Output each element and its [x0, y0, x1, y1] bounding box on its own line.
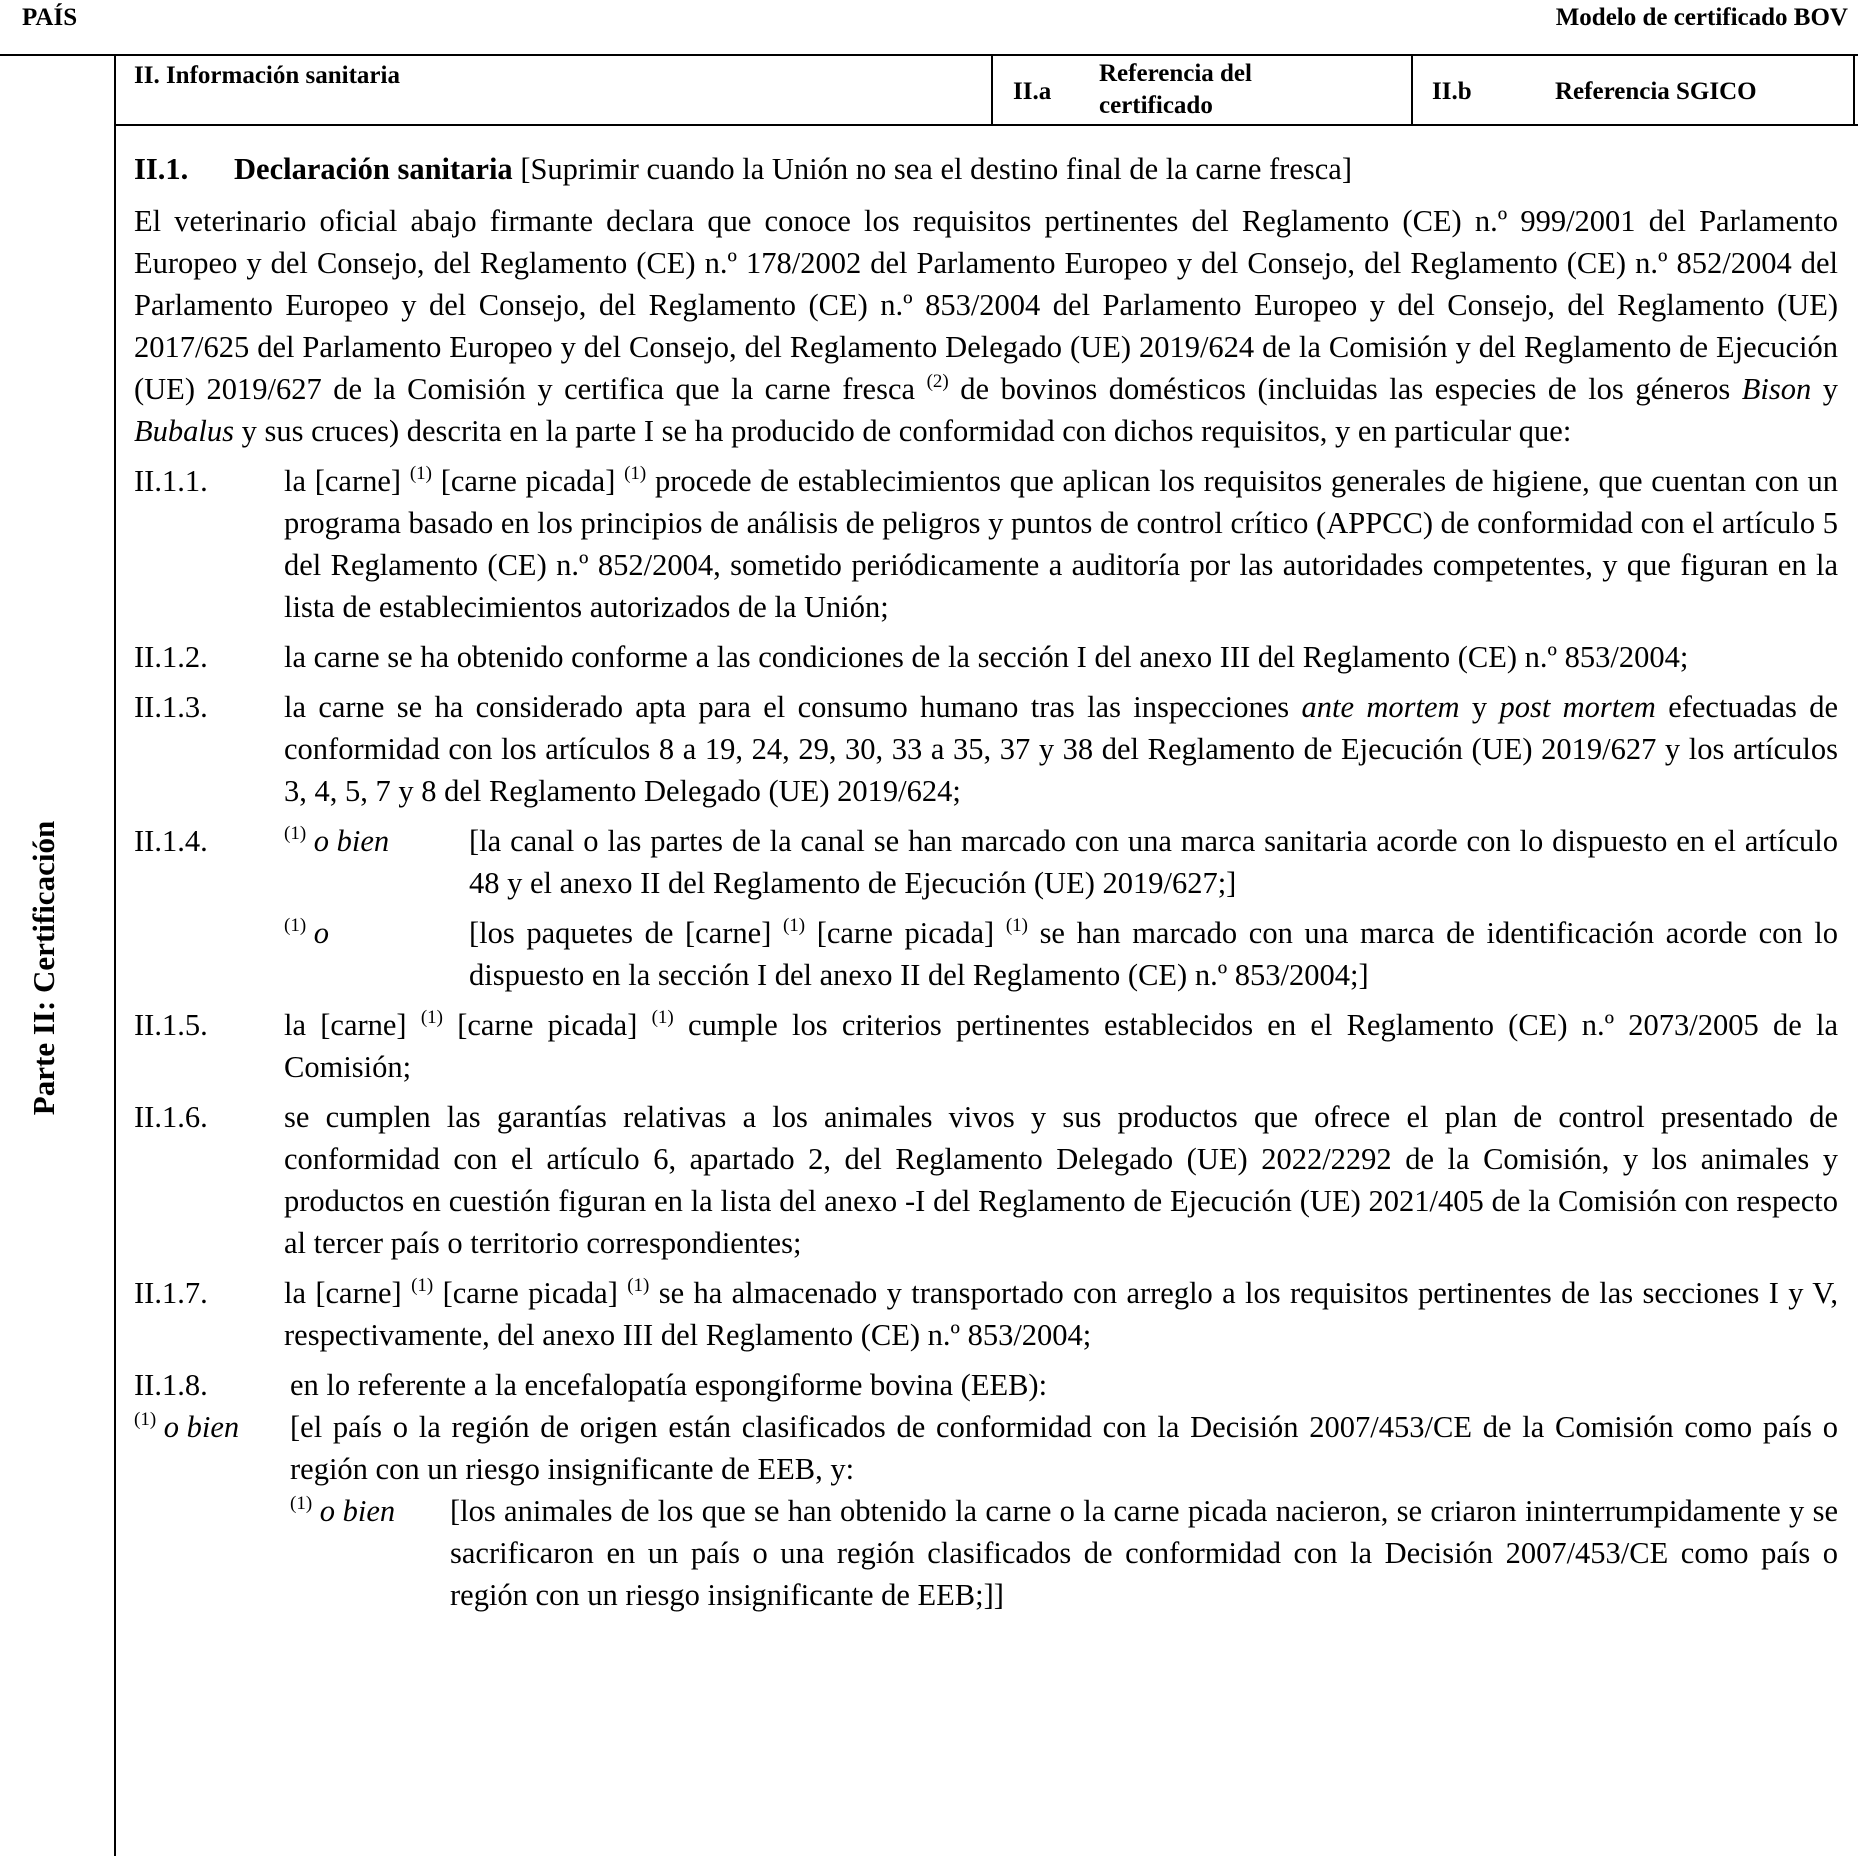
intro-bubalus: Bubalus [134, 414, 234, 448]
clause-text: en lo referente a la encefalopatía espongiforme bovina (EEB): [290, 1368, 1048, 1402]
clause-text [284, 1004, 1838, 1088]
clause-ii-1-6 [134, 1096, 1838, 1264]
intro-text-d: y sus cruces) descrita en la parte I se ha producido de conformidad con dichos requisitos, y en particular que: [241, 414, 1572, 448]
option-or [284, 912, 1838, 996]
option-label: o bien [313, 824, 390, 858]
clause-number: II.1.3. [134, 690, 208, 724]
sidebar-divider [114, 54, 116, 1856]
option-text: [el país o la región de origen están clasificados de conformidad con la Decisión 2007/453/CE de la Comisión como país o región con un riesgo insignificante de EEB, y: [290, 1410, 1838, 1486]
clause-text-b: [carne picada] [440, 464, 616, 498]
footnote-ref: (1) [627, 1275, 650, 1296]
footnote-ref: (1) [284, 915, 307, 936]
footnote-ref: (1) [411, 1275, 434, 1296]
intro-text-a: El veterinario oficial abajo firmante declara que conoce los requisitos pertinentes del Reglamento (CE) n.º 999/2001 del Parlamento Europeo y del Consejo, del Reglamento (CE) n.º 178/2002 del Parlamento Europeo y del Consejo, del Reglamento (CE) n.º 852/2004 del Parlamento Europeo y del Consejo, del Reglamento (CE) n.º 853/2004 del Parlamento Europeo y del Consejo, del Reglamento (UE) 2017/625 del Parlamento Europeo y del Consejo, del Reglamento Delegado (UE) 2019/624 de la Comisión y del Reglamento de Ejecución (UE) 2019/627 de la Comisión y certifica que la carne fresca [134, 204, 1838, 406]
clause-text [284, 1272, 1838, 1356]
clause-text-c: cumple los criterios pertinentes establecidos en el Reglamento (CE) n.º 2073/2005 de la Comisión; [284, 1008, 1839, 1084]
clause-text [284, 460, 1838, 628]
certificate-body [134, 148, 1838, 1616]
clause-text-b: [carne picada] [457, 1008, 638, 1042]
ante-mortem: ante mortem [1301, 690, 1460, 724]
footnote-ref: (1) [409, 463, 432, 484]
option-text-b: [carne picada] [816, 916, 995, 950]
clause-text: la carne se ha obtenido conforme a las condiciones de la sección I del anexo III del Reglamento (CE) n.º 853/2004; [284, 640, 1689, 674]
clause-number: II.1.1. [134, 464, 208, 498]
option-prefix [134, 1406, 239, 1448]
section-heading: Declaración sanitaria [234, 152, 513, 186]
option-text: [la canal o las partes de la canal se han marcado con una marca sanitaria acorde con lo dispuesto en el artículo 48 y el anexo II del Reglamento de Ejecución (UE) 2019/627;] [469, 824, 1838, 900]
clause-text-b: efectuadas de conformidad con los artículos 8 a 19, 24, 29, 30, 33 a 35, 37 y 38 del Reglamento de Ejecución (UE) 2019/627 y los artículos 3, 4, 5, 7 y 8 del Reglamento Delegado (UE) 2019/624; [284, 690, 1839, 808]
option-either [284, 820, 1838, 904]
clause-conjunction: y [1471, 690, 1488, 724]
footnote-ref: (1) [134, 1409, 157, 1430]
header-bottom-rule [114, 124, 1858, 126]
clause-text-c: se ha almacenado y transportado con arreglo a los requisitos pertinentes de las secciones I y V, respectivamente, del anexo III del Reglamento (CE) n.º 853/2004; [284, 1276, 1839, 1352]
footnote-ref: (1) [284, 823, 307, 844]
sgico-reference-label: Referencia SGICO [1555, 78, 1757, 105]
clause-ii-1-2 [134, 636, 1838, 678]
option-prefix [284, 820, 389, 862]
option-label: o [313, 916, 330, 950]
clause-ii-1-8-suboption [290, 1490, 1838, 1616]
part-ii-certification-label: Parte II: Certificación [26, 820, 61, 1116]
iib-code: II.b [1432, 78, 1472, 105]
footnote-ref: (1) [651, 1007, 674, 1028]
header-top-rule [0, 54, 1858, 56]
clause-text-a: la carne se ha considerado apta para el consumo humano tras las inspecciones [284, 690, 1290, 724]
footnote-ref: (1) [290, 1493, 313, 1514]
certificate-model-label: Modelo de certificado BOV [1555, 4, 1848, 31]
health-information-heading: II. Información sanitaria [134, 62, 400, 89]
footnote-ref: (2) [926, 371, 949, 392]
option-prefix [290, 1490, 395, 1532]
clause-ii-1-3 [134, 686, 1838, 812]
footnote-ref: (1) [420, 1007, 443, 1028]
clause-number: II.1.2. [134, 640, 208, 674]
certificate-reference-label: Referencia del certificado [1099, 60, 1252, 119]
header-right-border [1853, 54, 1855, 126]
intro-text-c: y [1822, 372, 1839, 406]
clause-ii-1-4 [134, 820, 1838, 996]
section-number: II.1. [134, 152, 189, 186]
clause-text-a: la [carne] [284, 1008, 407, 1042]
option-label: o bien [319, 1494, 396, 1528]
clause-ii-1-7 [134, 1272, 1838, 1356]
clause-ii-1-1 [134, 460, 1838, 628]
clause-text-a: la [carne] [284, 1276, 402, 1310]
option-text-a: [los paquetes de [carne] [469, 916, 772, 950]
footnote-ref: (1) [1005, 915, 1028, 936]
post-mortem: post mortem [1499, 690, 1656, 724]
clause-number: II.1.6. [134, 1100, 208, 1134]
clause-text-b: [carne picada] [442, 1276, 618, 1310]
option-text-c: se han marcado con una marca de identificación acorde con lo dispuesto en la sección I del anexo II del Reglamento (CE) n.º 853/2004;] [469, 916, 1838, 992]
intro-bison: Bison [1741, 372, 1812, 406]
clause-ii-1-5 [134, 1004, 1838, 1088]
section-title [134, 148, 1838, 190]
clause-number: II.1.4. [134, 824, 208, 858]
top-bar [0, 0, 1858, 38]
clause-text [284, 686, 1838, 812]
clause-number: II.1.5. [134, 1008, 208, 1042]
header-separator-iib [1411, 54, 1413, 126]
option-label: o bien [163, 1410, 240, 1444]
clause-text-c: procede de establecimientos que aplican los requisitos generales de higiene, que cuentan con un programa basado en los principios de análisis de peligros y puntos de control crítico (APPCC) de conformidad con el artículo 5 del Reglamento (CE) n.º 852/2004, sometido periódicamente a auditoría por las autoridades competentes, y que figuran en la lista de establecimientos autorizados de la Unión; [284, 464, 1839, 624]
intro-paragraph [134, 200, 1838, 452]
option-text: [los animales de los que se han obtenido la carne o la carne picada nacieron, se criaron ininterrumpidamente y se sacrificaron en un país o una región clasificados de conformidad con la Decisión 2007/453/CE como país o región con un riesgo insignificante de EEB;]] [450, 1494, 1838, 1612]
clause-text: se cumplen las garantías relativas a los animales vivos y sus productos que ofrece el plan de control presentado de conformidad con el artículo 6, apartado 2, del Reglamento Delegado (UE) 2022/2292 de la Comisión, y los animales y productos en cuestión figuran en la lista del anexo -I del Reglamento de Ejecución (UE) 2021/405 de la Comisión con respecto al tercer país o territorio correspondientes; [284, 1100, 1838, 1260]
footnote-ref: (1) [624, 463, 647, 484]
footnote-ref: (1) [782, 915, 806, 936]
header-separator-iia [991, 54, 993, 126]
intro-text-b: de bovinos domésticos (incluidas las especies de los géneros [960, 372, 1731, 406]
section-note: [Suprimir cuando la Unión no sea el destino final de la carne fresca] [520, 152, 1352, 186]
clause-text-a: la [carne] [284, 464, 402, 498]
option-prefix [284, 912, 329, 954]
country-label: PAÍS [22, 4, 78, 31]
clause-ii-1-8 [134, 1364, 1838, 1406]
clause-ii-1-8-option [134, 1406, 1838, 1490]
iia-code: II.a [1013, 78, 1052, 105]
clause-number: II.1.7. [134, 1276, 208, 1310]
clause-number: II.1.8. [134, 1368, 208, 1402]
